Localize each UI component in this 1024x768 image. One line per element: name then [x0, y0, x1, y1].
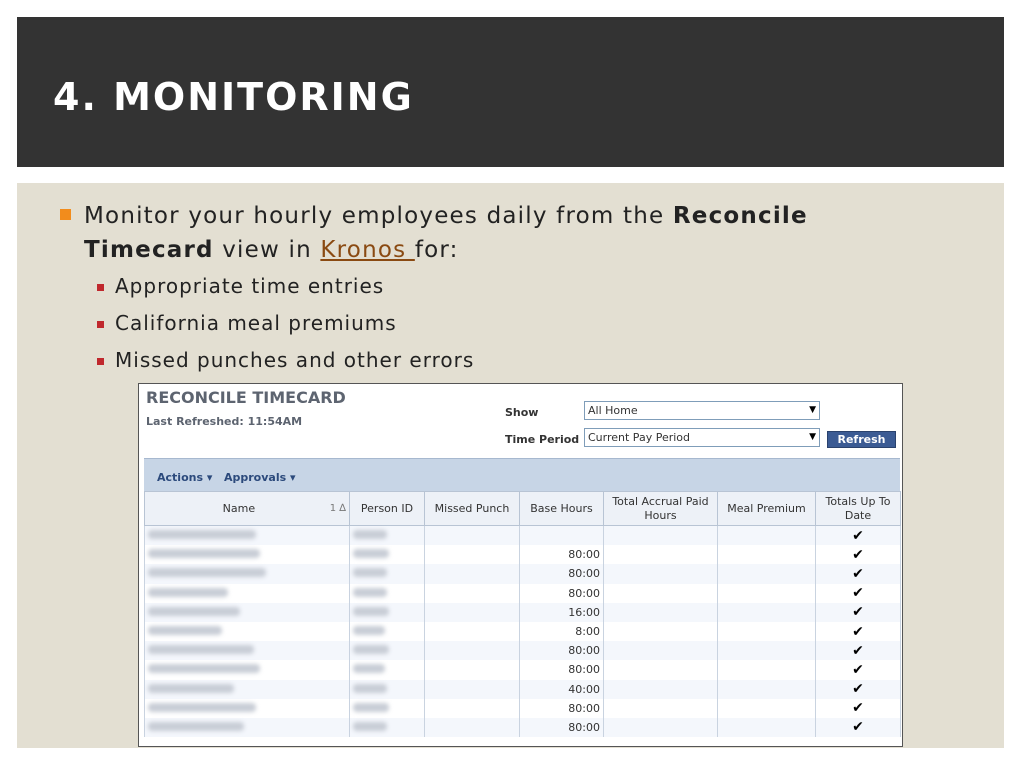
check-icon: ✔	[816, 564, 901, 583]
total-accrual-cell	[604, 622, 718, 641]
meal-premium-cell	[718, 545, 816, 564]
base-hours-cell: 80:00	[520, 699, 604, 718]
employee-name-cell[interactable]	[145, 564, 350, 583]
chevron-down-icon: ▼	[809, 432, 816, 442]
redacted-name	[148, 607, 240, 616]
missed-punch-cell	[425, 564, 520, 583]
missed-punch-cell	[425, 718, 520, 737]
redacted-name	[148, 645, 254, 654]
total-accrual-cell	[604, 564, 718, 583]
employee-name-cell[interactable]	[145, 526, 350, 546]
chevron-down-icon: ▼	[809, 405, 816, 415]
sub-bullet-1: Appropriate time entries	[115, 274, 385, 298]
grid-header-row	[145, 492, 901, 526]
meal-premium-cell	[718, 641, 816, 660]
missed-punch-cell	[425, 545, 520, 564]
base-hours-cell: 8:00	[520, 622, 604, 641]
meal-premium-cell	[718, 584, 816, 603]
check-icon: ✔	[816, 622, 901, 641]
base-hours-cell: 80:00	[520, 545, 604, 564]
redacted-name	[148, 568, 266, 577]
person-id-cell	[350, 603, 425, 622]
person-id-cell	[350, 584, 425, 603]
meal-premium-cell	[718, 680, 816, 699]
column-header-person-id[interactable]: Person ID	[350, 492, 425, 526]
column-header-meal-premium[interactable]: Meal Premium	[718, 492, 816, 526]
check-icon: ✔	[816, 699, 901, 718]
redacted-name	[148, 722, 244, 731]
slide-title: 4. MONITORING	[53, 75, 414, 119]
redacted-id	[353, 684, 387, 693]
person-id-cell	[350, 660, 425, 679]
total-accrual-cell	[604, 526, 718, 546]
employee-name-cell[interactable]	[145, 622, 350, 641]
check-icon: ✔	[816, 526, 901, 546]
check-icon: ✔	[816, 660, 901, 679]
check-icon: ✔	[816, 718, 901, 737]
redacted-name	[148, 549, 260, 558]
meal-premium-cell	[718, 603, 816, 622]
actions-menu[interactable]: Actions ▾	[157, 471, 213, 484]
show-select-value: All Home	[588, 404, 638, 417]
redacted-name	[148, 626, 222, 635]
redacted-id	[353, 549, 389, 558]
meal-premium-cell	[718, 564, 816, 583]
redacted-id	[353, 568, 387, 577]
refresh-button[interactable]: Refresh	[827, 431, 896, 448]
table-row[interactable]	[145, 564, 901, 583]
total-accrual-cell	[604, 718, 718, 737]
reconcile-timecard-screenshot	[138, 383, 903, 747]
column-header-total-accrual[interactable]: Total Accrual Paid Hours	[604, 492, 718, 526]
kronos-link[interactable]: Kronos	[320, 237, 415, 263]
table-row[interactable]	[145, 545, 901, 564]
missed-punch-cell	[425, 584, 520, 603]
person-id-cell	[350, 718, 425, 737]
show-select[interactable]	[584, 401, 820, 420]
meal-premium-cell	[718, 718, 816, 737]
name-header-label: Name	[222, 501, 256, 515]
sub-bullet-marker	[97, 321, 104, 328]
time-period-value: Current Pay Period	[588, 431, 690, 444]
employee-name-cell[interactable]	[145, 603, 350, 622]
bullet-strong-text: Reconcile Timecard	[84, 203, 808, 263]
table-row[interactable]	[145, 660, 901, 679]
total-accrual-cell	[604, 660, 718, 679]
column-header-name[interactable]	[145, 492, 350, 526]
employee-name-cell[interactable]	[145, 584, 350, 603]
time-period-label: Time Period	[505, 433, 580, 446]
person-id-cell	[350, 680, 425, 699]
person-id-cell	[350, 545, 425, 564]
show-label: Show	[505, 406, 539, 419]
redacted-id	[353, 664, 385, 673]
employee-name-cell[interactable]	[145, 641, 350, 660]
bullet-marker	[60, 209, 71, 220]
employee-name-cell[interactable]	[145, 699, 350, 718]
missed-punch-cell	[425, 622, 520, 641]
check-icon: ✔	[816, 641, 901, 660]
base-hours-cell: 80:00	[520, 584, 604, 603]
table-row[interactable]	[145, 718, 901, 737]
sub-bullet-2: California meal premiums	[115, 311, 397, 335]
redacted-id	[353, 607, 389, 616]
meal-premium-cell	[718, 526, 816, 546]
table-row[interactable]	[145, 641, 901, 660]
base-hours-cell: 80:00	[520, 641, 604, 660]
missed-punch-cell	[425, 680, 520, 699]
redacted-id	[353, 588, 387, 597]
employee-name-cell[interactable]	[145, 660, 350, 679]
column-header-totals-up-to-date[interactable]: Totals Up To Date	[816, 492, 901, 526]
person-id-cell	[350, 564, 425, 583]
total-accrual-cell	[604, 603, 718, 622]
redacted-id	[353, 703, 389, 712]
approvals-menu[interactable]: Approvals ▾	[224, 471, 296, 484]
check-icon: ✔	[816, 545, 901, 564]
total-accrual-cell	[604, 584, 718, 603]
sub-bullet-marker	[97, 284, 104, 291]
table-row[interactable]	[145, 699, 901, 718]
table-row[interactable]	[145, 526, 901, 546]
last-refreshed: Last Refreshed: 11:54AM	[146, 415, 303, 428]
missed-punch-cell	[425, 660, 520, 679]
total-accrual-cell	[604, 641, 718, 660]
table-row[interactable]	[145, 603, 901, 622]
base-hours-cell: 80:00	[520, 564, 604, 583]
meal-premium-cell	[718, 699, 816, 718]
redacted-name	[148, 684, 234, 693]
base-hours-cell: 40:00	[520, 680, 604, 699]
person-id-cell	[350, 622, 425, 641]
missed-punch-cell	[425, 526, 520, 546]
person-id-cell	[350, 641, 425, 660]
redacted-name	[148, 664, 260, 673]
meal-premium-cell	[718, 622, 816, 641]
sub-bullet-3: Missed punches and other errors	[115, 348, 475, 372]
employee-name-cell[interactable]	[145, 718, 350, 737]
sub-bullet-marker	[97, 358, 104, 365]
base-hours-cell: 16:00	[520, 603, 604, 622]
sort-ascending-icon[interactable]: 1 ∆	[329, 502, 346, 514]
total-accrual-cell	[604, 680, 718, 699]
bullet-text-mid: view in	[213, 237, 321, 263]
employee-name-cell[interactable]	[145, 680, 350, 699]
total-accrual-cell	[604, 699, 718, 718]
column-header-missed-punch[interactable]: Missed Punch	[425, 492, 520, 526]
missed-punch-cell	[425, 603, 520, 622]
time-period-select[interactable]	[584, 428, 820, 447]
redacted-id	[353, 530, 387, 539]
table-row[interactable]	[145, 680, 901, 699]
base-hours-cell: 80:00	[520, 718, 604, 737]
employee-name-cell[interactable]	[145, 545, 350, 564]
missed-punch-cell	[425, 641, 520, 660]
redacted-name	[148, 530, 256, 539]
title-bar	[17, 17, 1004, 167]
main-bullet	[84, 199, 884, 267]
grid-toolbar	[144, 458, 900, 492]
check-icon: ✔	[816, 584, 901, 603]
total-accrual-cell	[604, 545, 718, 564]
base-hours-cell	[520, 526, 604, 546]
redacted-id	[353, 722, 387, 731]
bullet-text: Monitor your hourly employees daily from the	[84, 203, 673, 229]
meal-premium-cell	[718, 660, 816, 679]
redacted-id	[353, 645, 389, 654]
missed-punch-cell	[425, 699, 520, 718]
column-header-base-hours[interactable]: Base Hours	[520, 492, 604, 526]
table-row[interactable]	[145, 622, 901, 641]
redacted-name	[148, 588, 228, 597]
reconcile-title: RECONCILE TIMECARD	[146, 388, 346, 407]
person-id-cell	[350, 699, 425, 718]
base-hours-cell: 80:00	[520, 660, 604, 679]
table-row[interactable]	[145, 584, 901, 603]
check-icon: ✔	[816, 680, 901, 699]
redacted-id	[353, 626, 385, 635]
check-icon: ✔	[816, 603, 901, 622]
redacted-name	[148, 703, 256, 712]
bullet-text-end: for:	[414, 237, 459, 263]
timecard-grid	[144, 491, 901, 737]
person-id-cell	[350, 526, 425, 546]
